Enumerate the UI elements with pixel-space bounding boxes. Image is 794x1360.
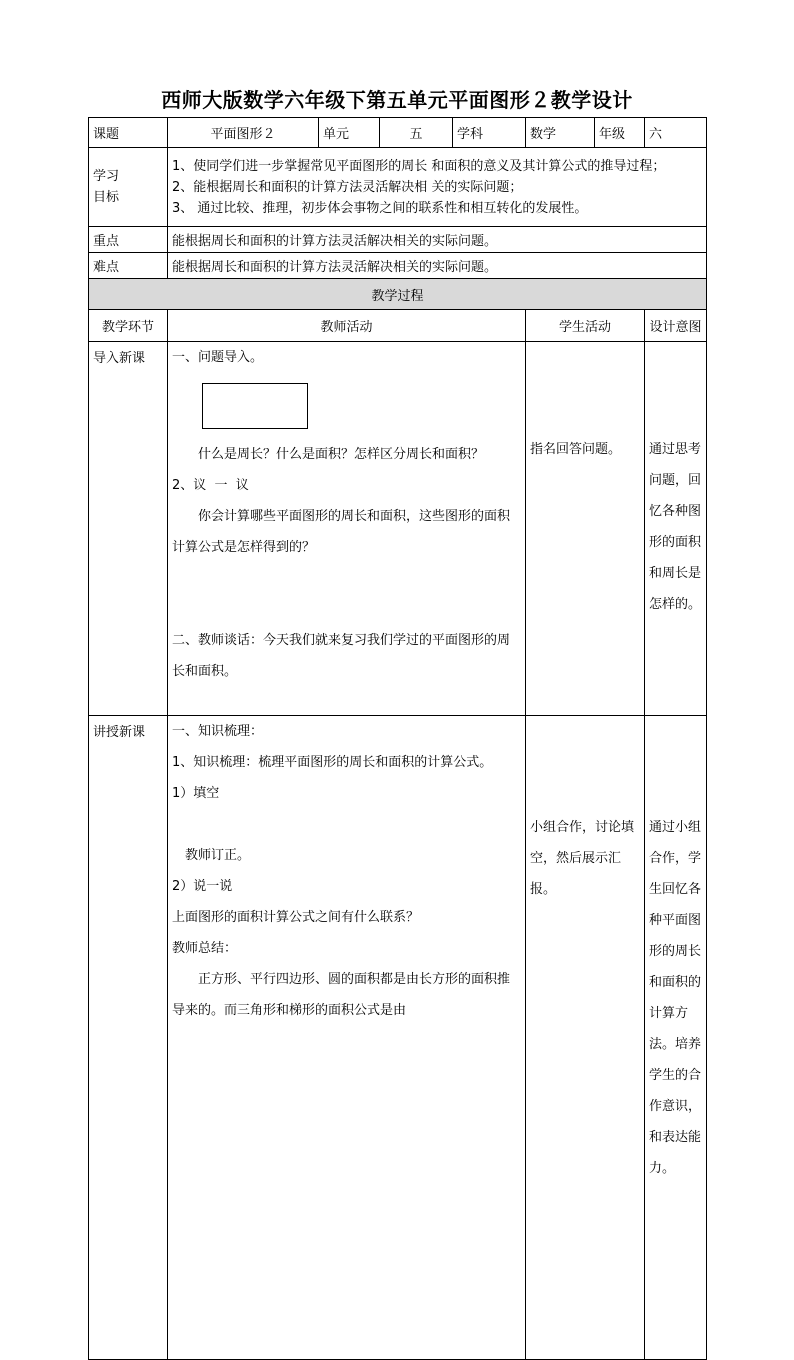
unit-label: 单元 — [319, 118, 380, 148]
goals-row — [89, 148, 707, 227]
goal-item: 1、使同学们进一步掌握常见平面图形的周长 和面积的意义及其计算公式的推导过程； — [172, 158, 666, 174]
teacher-line: 教师订正。 — [185, 848, 251, 863]
section-intro-row — [89, 342, 707, 716]
subject-label: 学科 — [453, 118, 526, 148]
difficulty-row — [89, 253, 707, 279]
teacher-line: 一、问题导入。 — [172, 350, 264, 365]
teacher-line: 一、知识梳理： — [172, 724, 264, 739]
teacher-line: 1）填空 — [172, 786, 220, 801]
teacher-line: 1、知识梳理：梳理平面图形的周长和面积的计算公式。 — [172, 755, 493, 770]
goals-label: 学习 目标 — [89, 148, 168, 227]
process-header: 教学过程 — [89, 279, 707, 310]
course-value: 平面图形２ — [168, 118, 319, 148]
rectangle-figure — [202, 383, 308, 429]
teacher-activity-new-lesson — [168, 716, 526, 1360]
column-header-teacher: 教师活动 — [168, 310, 526, 342]
column-header-stage: 教学环节 — [89, 310, 168, 342]
difficulty-label: 难点 — [89, 253, 168, 279]
teacher-line: 正方形、平行四边形、圆的面积都是由长方形的面积推导来的。而三角形和梯形的面积公式是由 — [172, 972, 511, 1018]
grade-value: 六 — [645, 118, 707, 148]
section-new-lesson-row — [89, 716, 707, 1360]
design-intent-new-lesson: 通过小组合作，学生回忆各种平面图形的周长和面积的计算方法。培养学生的合作意识，和表达能力。 — [645, 716, 707, 1360]
difficulty-text: 能根据周长和面积的计算方法灵活解决相关的实际问题。 — [168, 253, 707, 279]
column-header-row — [89, 310, 707, 342]
teacher-line: 教师总结： — [172, 941, 238, 956]
teacher-line: 二、教师谈话：今天我们就来复习我们学过的平面图形的周长和面积。 — [172, 633, 511, 679]
unit-value: 五 — [380, 118, 453, 148]
key-point-label: 重点 — [89, 227, 168, 253]
document-title: 西师大版数学六年级下第五单元平面图形２教学设计 — [161, 88, 633, 112]
student-activity-new-lesson: 小组合作，讨论填空，然后展示汇报。 — [526, 716, 645, 1360]
stage-intro: 导入新课 — [89, 342, 168, 716]
goals-list — [168, 148, 707, 227]
design-intent-intro: 通过思考问题，回忆各种图形的面积和周长是怎样的。 — [645, 342, 707, 716]
stage-new-lesson: 讲授新课 — [89, 716, 168, 1360]
teacher-line: 2、议 一 议 — [172, 478, 249, 493]
teacher-line: 上面图形的面积计算公式之间有什么联系？ — [172, 910, 420, 925]
course-label: 课题 — [89, 118, 168, 148]
lesson-plan-table — [88, 117, 707, 1360]
goal-item: 3、 通过比较、推理，初步体会事物之间的联系性和相互转化的发展性。 — [172, 200, 588, 216]
student-activity-intro: 指名回答问题。 — [526, 342, 645, 716]
teacher-activity-intro — [168, 342, 526, 716]
subject-value: 数学 — [526, 118, 595, 148]
goal-item: 2、能根据周长和面积的计算方法灵活解决相 关的实际问题； — [172, 179, 523, 195]
column-header-student: 学生活动 — [526, 310, 645, 342]
teacher-line: 你会计算哪些平面图形的周长和面积，这些图形的面积计算公式是怎样得到的？ — [172, 509, 511, 555]
key-point-text: 能根据周长和面积的计算方法灵活解决相关的实际问题。 — [168, 227, 707, 253]
key-point-row — [89, 227, 707, 253]
process-header-row — [89, 279, 707, 310]
teacher-line: 什么是周长？什么是面积？怎样区分周长和面积？ — [198, 447, 485, 462]
teacher-line: 2）说一说 — [172, 879, 233, 894]
grade-label: 年级 — [595, 118, 645, 148]
column-header-intent: 设计意图 — [645, 310, 707, 342]
info-row — [89, 118, 707, 148]
